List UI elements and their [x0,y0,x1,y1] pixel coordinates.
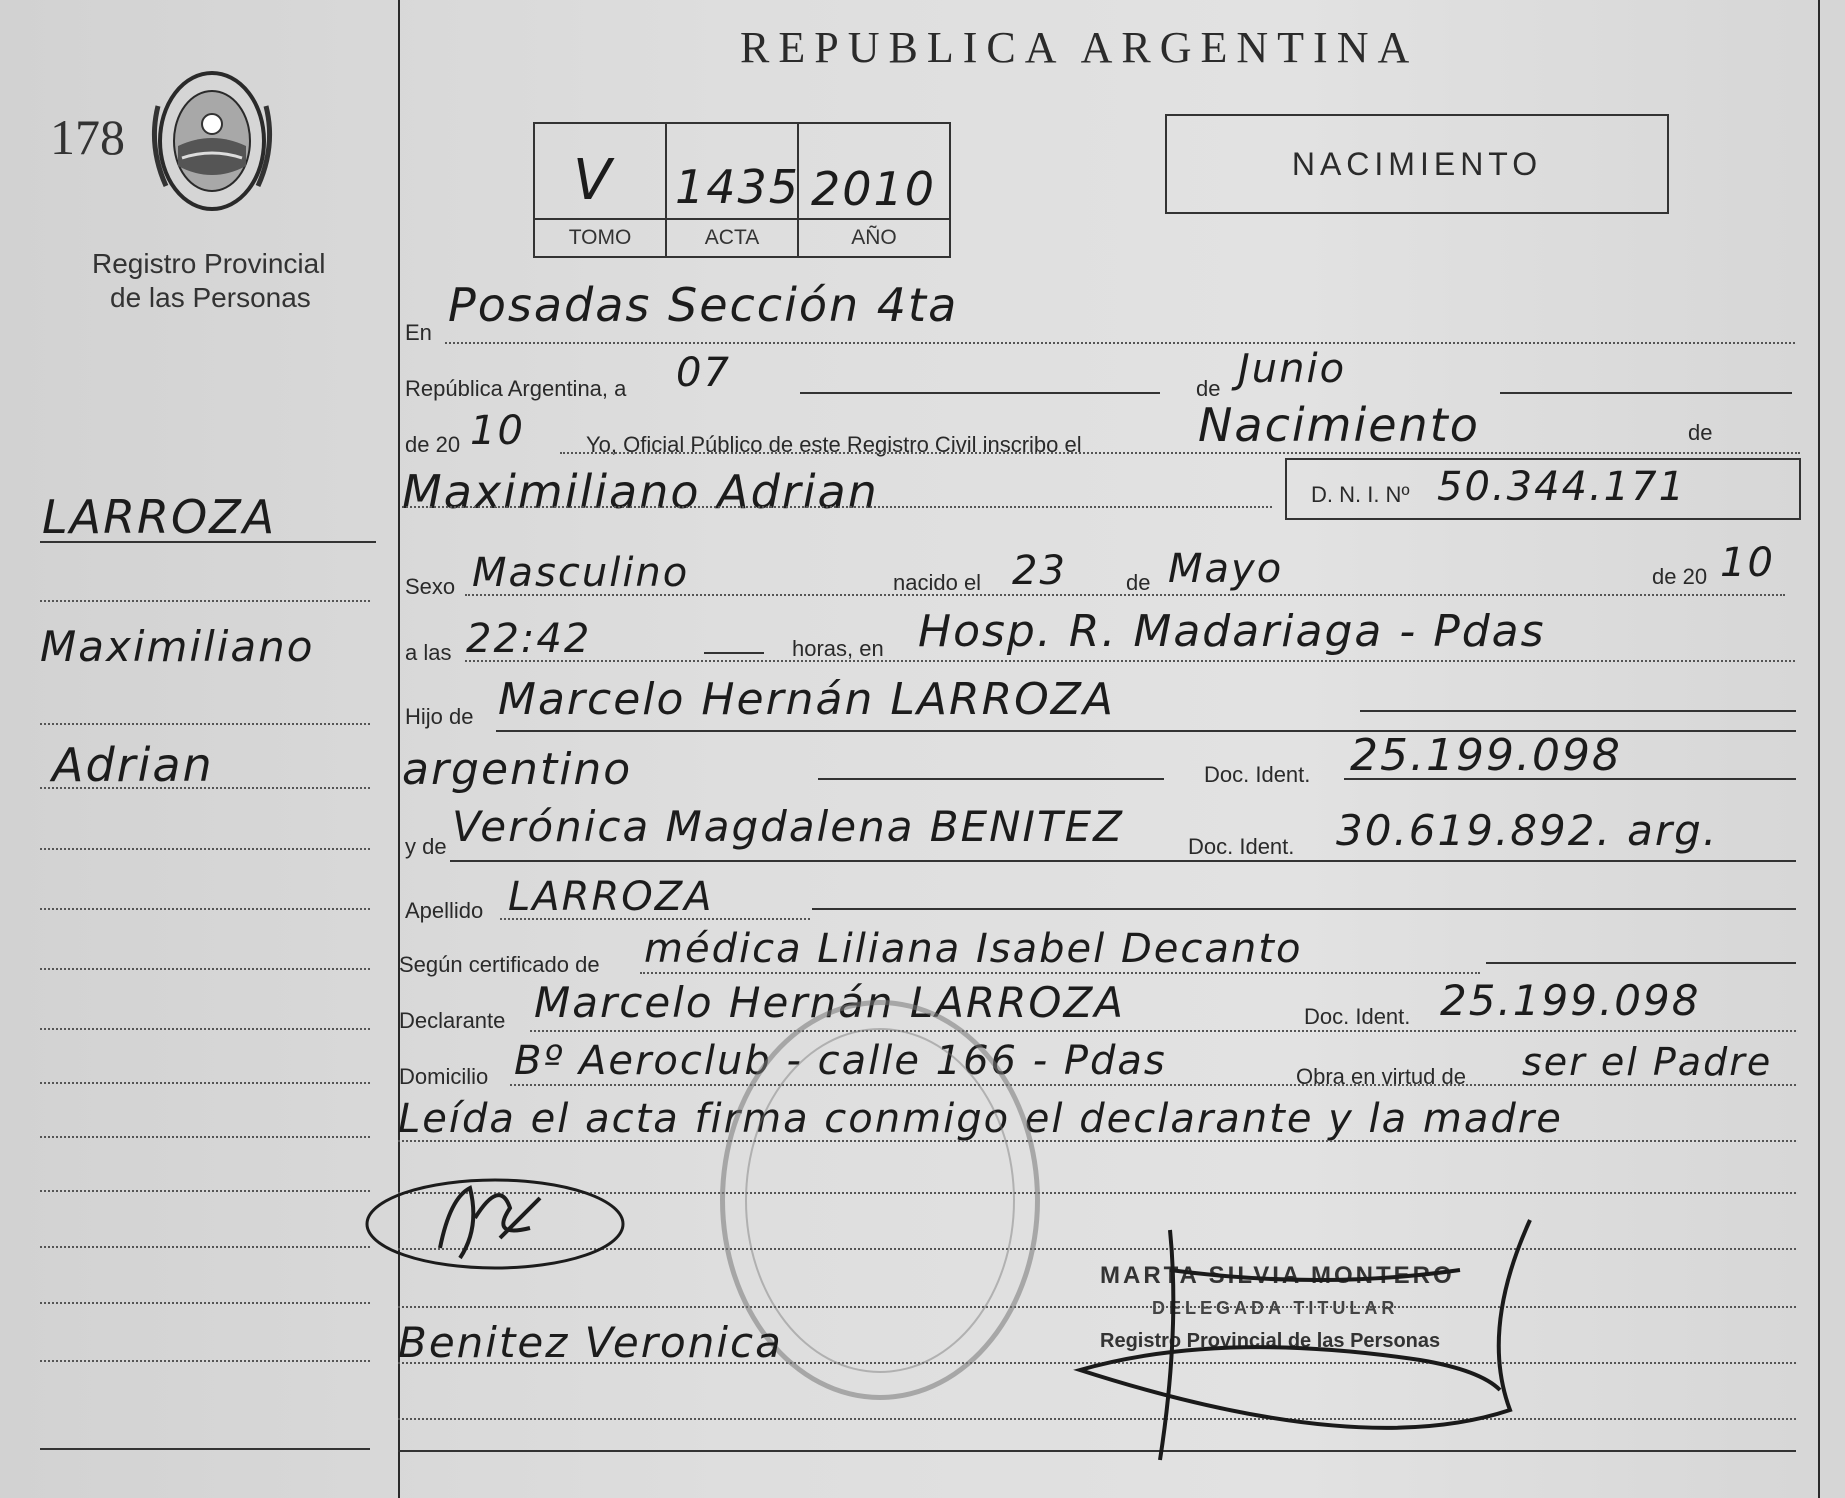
year-suffix: 10 [470,408,525,454]
anio-label: AÑO [851,226,897,249]
issuer-line-2: de las Personas [110,282,311,313]
sexo-line [465,594,1785,596]
declarante-line [530,1030,1796,1032]
de-label-3: de [1126,570,1151,595]
official-stamp-line-3: Registro Provincial de las Personas [1100,1330,1441,1352]
alas-label: a las [405,640,452,665]
margin-line [40,1136,370,1138]
domicilio-value: Bº Aeroclub - calle 166 - Pdas [514,1038,1167,1084]
leida-line: Leída el acta firma conmigo el declarante y la madre [398,1096,1563,1142]
certificado-value: médica Liliana Isabel Decanto [644,926,1303,972]
father-doc-line [1344,778,1796,780]
declarante-value: Marcelo Hernán LARROZA [534,978,1125,1027]
segun-line [1486,962,1796,964]
nationality-line [818,778,1164,780]
apellido-dots [500,918,810,920]
mother-doc-label: Doc. Ident. [1188,834,1295,859]
issuer-line-1: Registro Provincial [92,248,326,279]
de-label: de [1196,376,1221,401]
mother-signature: Benitez Veronica [398,1318,783,1367]
obra-label: Obra en virtud de [1296,1064,1466,1089]
mother-line [450,860,1796,862]
month-value: Junio [1238,346,1347,392]
de20-line [560,452,1800,454]
child-name-line [402,506,1272,508]
sexo-label: Sexo [405,574,456,599]
father-doc: 25.199.098 [1350,730,1622,781]
registry-box [533,122,951,258]
official-stamp-line-1: MARTA SILVIA MONTERO [1100,1262,1455,1289]
dni-value: 50.344.171 [1437,464,1687,510]
obra-value: ser el Padre [1522,1040,1773,1084]
anio-value: 2010 [811,162,937,216]
segun-dots [640,972,1480,974]
margin-bottom-line [40,1448,370,1450]
en-label: En [405,320,432,345]
birth-day: 23 [1012,548,1067,594]
hijo-label: Hijo de [405,704,474,729]
provincial-seal-icon [142,66,282,216]
month-line [1500,392,1792,394]
de-label-2: de [1688,420,1713,445]
time-line [704,652,764,654]
father-name: Marcelo Hernán LARROZA [498,674,1116,725]
day-line [800,392,1160,394]
declarante-label: Declarante [399,1008,506,1033]
official-seal-inner-icon [745,1028,1015,1373]
margin-line [40,1028,370,1030]
margin-line [40,908,370,910]
child-name: Maximiliano Adrian [402,465,879,519]
sexo-value: Masculino [472,550,690,596]
official-stamp-line-2: DELEGADA TITULAR [1152,1298,1399,1318]
birth-place: Hosp. R. Madariaga - Pdas [918,606,1546,657]
inscribe-what: Nacimiento [1198,398,1480,452]
segun-label: Según certificado de [399,952,600,977]
father-doc-label: Doc. Ident. [1204,762,1311,787]
horas-label: horas, en [792,636,884,661]
de20-label-2: de 20 [1652,564,1708,589]
de20-label: de 20 [405,432,461,457]
declarante-doc-label: Doc. Ident. [1304,1004,1411,1029]
apellido-label: Apellido [405,898,484,923]
official-signature-icon [1060,1210,1620,1480]
margin-line [40,968,370,970]
acta-label: ACTA [704,226,760,249]
day-value: 07 [676,350,731,396]
right-border [1818,0,1820,1498]
margin-middle-name: Adrian [52,738,214,792]
declarante-doc: 25.199.098 [1440,976,1701,1025]
tomo-label: TOMO [568,226,632,249]
dni-label: D. N. I. Nº [1311,482,1410,507]
domicilio-line [510,1084,1796,1086]
margin-line [40,848,370,850]
margin-line [40,600,370,602]
republica-label: República Argentina, a [405,376,627,401]
margin-line [40,723,370,725]
birth-year-suffix: 10 [1720,540,1775,586]
hijo-line [1360,710,1796,712]
margin-line [40,1082,370,1084]
birth-time: 22:42 [466,616,592,662]
margin-surname-underline [40,541,376,543]
margin-line [40,1360,370,1362]
book-number: 178 [50,109,125,165]
en-line [445,342,1795,344]
birth-month: Mayo [1168,546,1284,592]
leida-dots [398,1140,1796,1142]
yo-label: Yo, Oficial Público de este Registro Civil inscribo el [586,432,1082,457]
margin-line [40,1190,370,1192]
father-nationality: argentino [402,744,633,795]
mother-name: Verónica Magdalena BENITEZ [452,802,1124,851]
alas-line [465,660,1795,662]
place-value: Posadas Sección 4ta [448,278,959,332]
father-signature-icon [360,1168,630,1278]
apellido-value: LARROZA [508,874,714,920]
domicilio-label: Domicilio [399,1064,489,1089]
margin-line [40,787,370,789]
margin-surname: LARROZA [42,490,277,544]
record-type-box: NACIMIENTO [1165,114,1669,214]
dni-box [1285,458,1801,520]
margin-first-name: Maximiliano [40,622,315,671]
margin-line [40,1302,370,1304]
mother-doc: 30.619.892. arg. [1336,806,1719,855]
tomo-value: V [573,148,614,213]
margin-line [40,1246,370,1248]
nacido-label: nacido el [893,570,982,595]
apellido-line [812,908,1796,910]
country-title: REPUBLICA ARGENTINA [740,23,1419,72]
acta-value: 1435 [675,160,801,214]
yde-label: y de [405,834,447,859]
